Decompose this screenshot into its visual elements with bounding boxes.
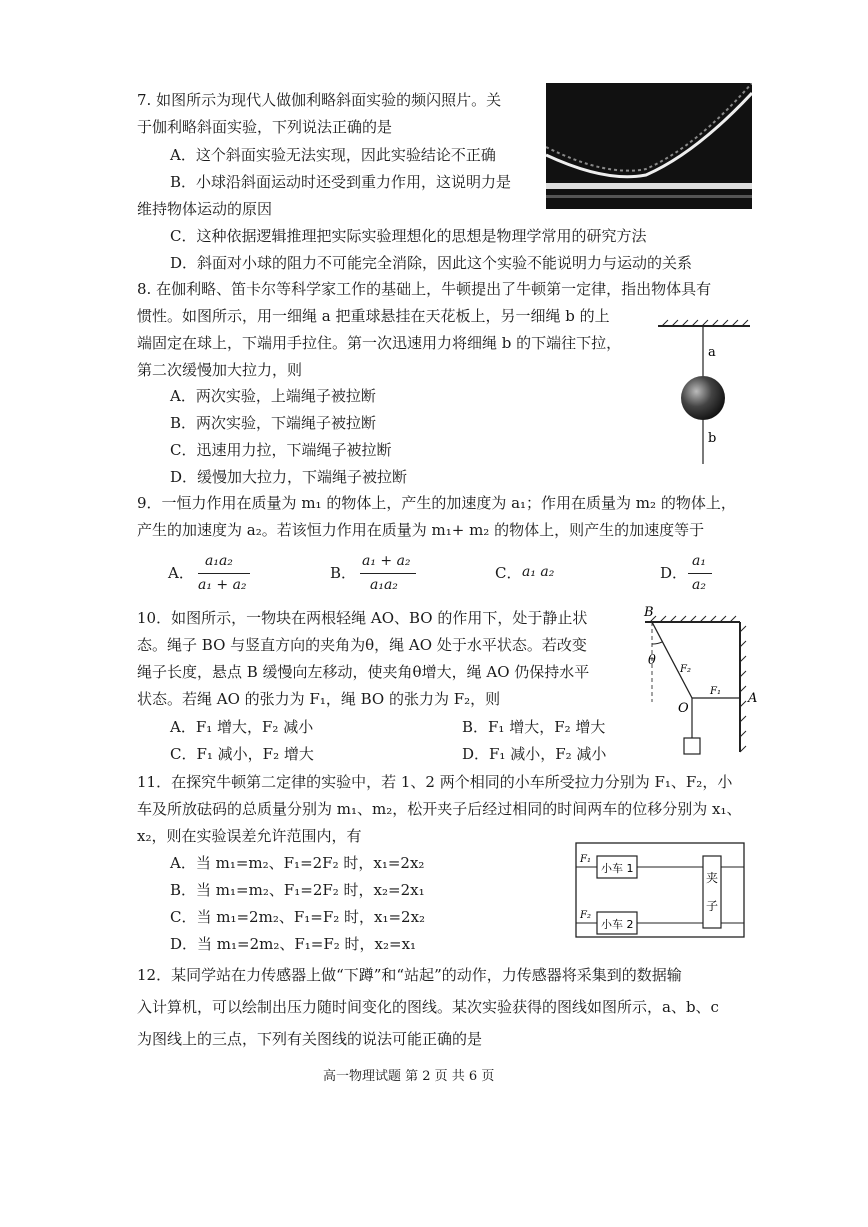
q11-option-d: D．当 m₁=2m₂、F₁=F₂ 时，x₂=x₁: [170, 935, 417, 953]
q9-option-b-numerator: a₁ + a₂: [362, 553, 411, 569]
q7-stem-line1: 7. 如图所示为现代人做伽利略斜面实验的频闪照片。关: [137, 91, 502, 109]
q8-hanging-ball-figure: [650, 318, 760, 468]
q7-strobe-photo: [546, 83, 752, 209]
q8-label-b: b: [708, 431, 717, 446]
q10-stem-line1: 10．如图所示，一物块在两根轻绳 AO、BO 的作用下，处于静止状: [137, 609, 588, 627]
q7-stem-line2: 于伽利略斜面实验，下列说法正确的是: [137, 118, 393, 136]
q7-option-a: A．这个斜面实验无法实现，因此实验结论不正确: [170, 146, 496, 164]
q8-stem-line4: 第二次缓慢加大拉力，则: [137, 361, 303, 379]
q9-option-a-numerator: a₁a₂: [205, 553, 233, 569]
q11-label-f1: F₁: [580, 854, 591, 865]
q8-stem-line3: 端固定在球上，下端用手拉住。第一次迅速用力将细绳 b 的下端往下拉，: [137, 334, 622, 352]
q7-option-b-line2: 维持物体运动的原因: [137, 200, 273, 218]
q11-clip-label-1: 夹: [706, 871, 719, 885]
q9-option-d-fraction-bar: [688, 573, 712, 574]
q10-option-d: D．F₁ 减小，F₂ 减小: [462, 745, 607, 763]
q11-cart1-label: 小车 1: [601, 862, 634, 875]
q10-rope-figure: [640, 602, 770, 762]
q9-stem-line1: 9．一恒力作用在质量为 m₁ 的物体上，产生的加速度为 a₁；作用在质量为 m₂ 的物体上，: [137, 494, 736, 512]
q9-stem-line2: 产生的加速度为 a₂。若该恒力作用在质量为 m₁+ m₂ 的物体上，则产生的加速度等于: [137, 521, 705, 539]
q12-stem-line2: 入计算机，可以绘制出压力随时间变化的图线。某次实验获得的图线如图所示，a、b、c: [137, 998, 719, 1016]
q10-label-a: A: [748, 691, 758, 706]
q7-option-b-line1: B．小球沿斜面运动时还受到重力作用，这说明力是: [170, 173, 512, 191]
q8-option-c: C．迅速用力拉，下端绳子被拉断: [170, 441, 392, 459]
q10-stem-line3: 绳子长度，悬点 B 缓慢向左移动，使夹角θ增大，绳 AO 仍保持水平: [137, 663, 590, 681]
q11-stem-line3: x₂，则在实验误差允许范围内，有: [137, 827, 362, 845]
q11-option-a: A．当 m₁=m₂、F₁=2F₂ 时，x₁=2x₂: [170, 854, 425, 872]
q11-cart2-label: 小车 2: [601, 918, 634, 931]
q10-label-f2: F₂: [680, 664, 691, 675]
q10-option-b: B．F₁ 增大，F₂ 增大: [462, 718, 606, 736]
q10-option-a: A．F₁ 增大，F₂ 减小: [170, 718, 314, 736]
q8-option-b: B．两次实验，下端绳子被拉断: [170, 414, 377, 432]
q8-stem-line2: 惯性。如图所示，用一细绳 a 把重球悬挂在天花板上，另一细绳 b 的上: [137, 307, 610, 325]
q9-option-a-denominator: a₁ + a₂: [198, 577, 247, 593]
q11-clip-label-2: 子: [706, 899, 719, 913]
q10-option-c: C．F₁ 减小，F₂ 增大: [170, 745, 314, 763]
q11-option-b: B．当 m₁=m₂、F₁=2F₂ 时，x₂=2x₁: [170, 881, 425, 899]
q9-option-a-fraction-bar: [198, 573, 250, 574]
q10-label-f1: F₁: [710, 686, 721, 697]
q12-stem-line1: 12．某同学站在力传感器上做“下蹲”和“站起”的动作，力传感器将采集到的数据输: [137, 966, 682, 984]
q8-label-a: a: [708, 345, 716, 360]
q9-option-a-label: A．: [168, 564, 194, 582]
q9-option-d-label: D．: [660, 564, 688, 582]
q9-option-c-expression: a₁ a₂: [522, 564, 555, 580]
q11-label-f2: F₂: [580, 910, 591, 921]
q10-stem-line2: 态。绳子 BO 与竖直方向的夹角为θ，绳 AO 处于水平状态。若改变: [137, 636, 587, 654]
q10-label-theta: θ: [648, 653, 656, 668]
q7-option-d: D．斜面对小球的阻力不可能完全消除，因此这个实验不能说明力与运动的关系: [170, 254, 693, 272]
q8-option-a: A．两次实验，上端绳子被拉断: [170, 387, 376, 405]
q10-stem-line4: 状态。若绳 AO 的张力为 F₁，绳 BO 的张力为 F₂，则: [137, 690, 501, 708]
q9-option-b-label: B．: [330, 564, 357, 582]
q9-option-b-fraction-bar: [360, 573, 416, 574]
q8-stem-line1: 8. 在伽利略、笛卡尔等科学家工作的基础上，牛顿提出了牛顿第一定律，指出物体具有: [137, 280, 712, 298]
q10-label-o: O: [678, 701, 689, 716]
q11-cart-figure: [575, 842, 747, 940]
page-footer: 高一物理试题 第 2 页 共 6 页: [323, 1069, 495, 1084]
q9-option-d-denominator: a₂: [692, 577, 706, 593]
q11-stem-line1: 11．在探究牛顿第二定律的实验中，若 1、2 两个相同的小车所受拉力分别为 F₁、F₂，小: [137, 773, 733, 791]
q10-label-b: B: [644, 605, 654, 620]
q8-option-d: D．缓慢加大拉力，下端绳子被拉断: [170, 468, 408, 486]
q7-option-c: C．这种依据逻辑推理把实际实验理想化的思想是物理学常用的研究方法: [170, 227, 647, 245]
q9-option-d-numerator: a₁: [692, 553, 706, 569]
q9-option-c-label: C．: [495, 564, 522, 582]
q11-option-c: C．当 m₁=2m₂、F₁=F₂ 时，x₁=2x₂: [170, 908, 426, 926]
q12-stem-line3: 为图线上的三点，下列有关图线的说法可能正确的是: [137, 1030, 483, 1048]
q11-stem-line2: 车及所放砝码的总质量分别为 m₁、m₂，松开夹子后经过相同的时间两车的位移分别为 x₁、: [137, 800, 742, 818]
q9-option-b-denominator: a₁a₂: [370, 577, 398, 593]
